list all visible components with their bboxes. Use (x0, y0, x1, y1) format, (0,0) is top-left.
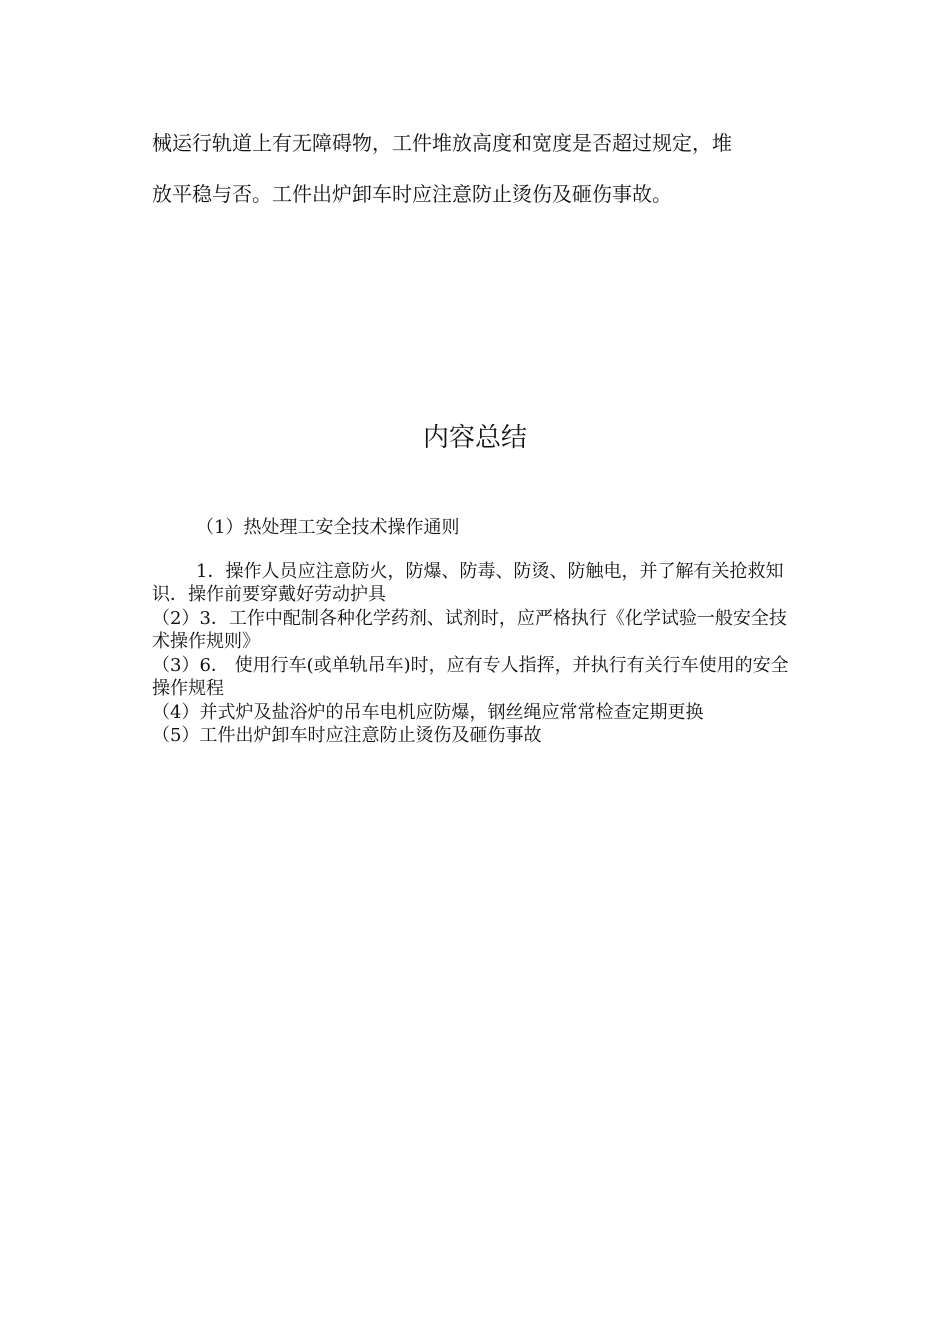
continuation-paragraph (152, 118, 812, 220)
summary-item: （4）并式炉及盐浴炉的吊车电机应防爆，钢丝绳应常常检查定期更换 (152, 701, 704, 723)
summary-subtitle: （1）热处理工安全技术操作通则 (196, 517, 460, 538)
summary-item: 1．操作人员应注意防火，防爆、防毒、防烫、防触电，并了解有关抢救知识．操作前要穿戴好劳动护具 (152, 560, 784, 605)
continuation-line-2: 放平稳与否。工件出炉卸车时应注意防止烫伤及砸伤事故。 (152, 182, 672, 206)
summary-title: 内容总结 (422, 423, 527, 453)
summary-item: （5）工件出炉卸车时应注意防止烫伤及砸伤事故 (152, 725, 542, 746)
summary-item: （2）3．工作中配制各种化学药剂、试剂时，应严格执行《化学试验一般安全技术操作规则》 (152, 607, 787, 652)
summary-item: （3）6． 使用行车(或单轨吊车)时，应有专人指挥，并执行有关行车使用的安全操作规程 (152, 654, 789, 699)
continuation-line-1: 械运行轨道上有无障碍物，工件堆放高度和宽度是否超过规定，堆 (152, 131, 732, 155)
summary-section (152, 516, 802, 748)
